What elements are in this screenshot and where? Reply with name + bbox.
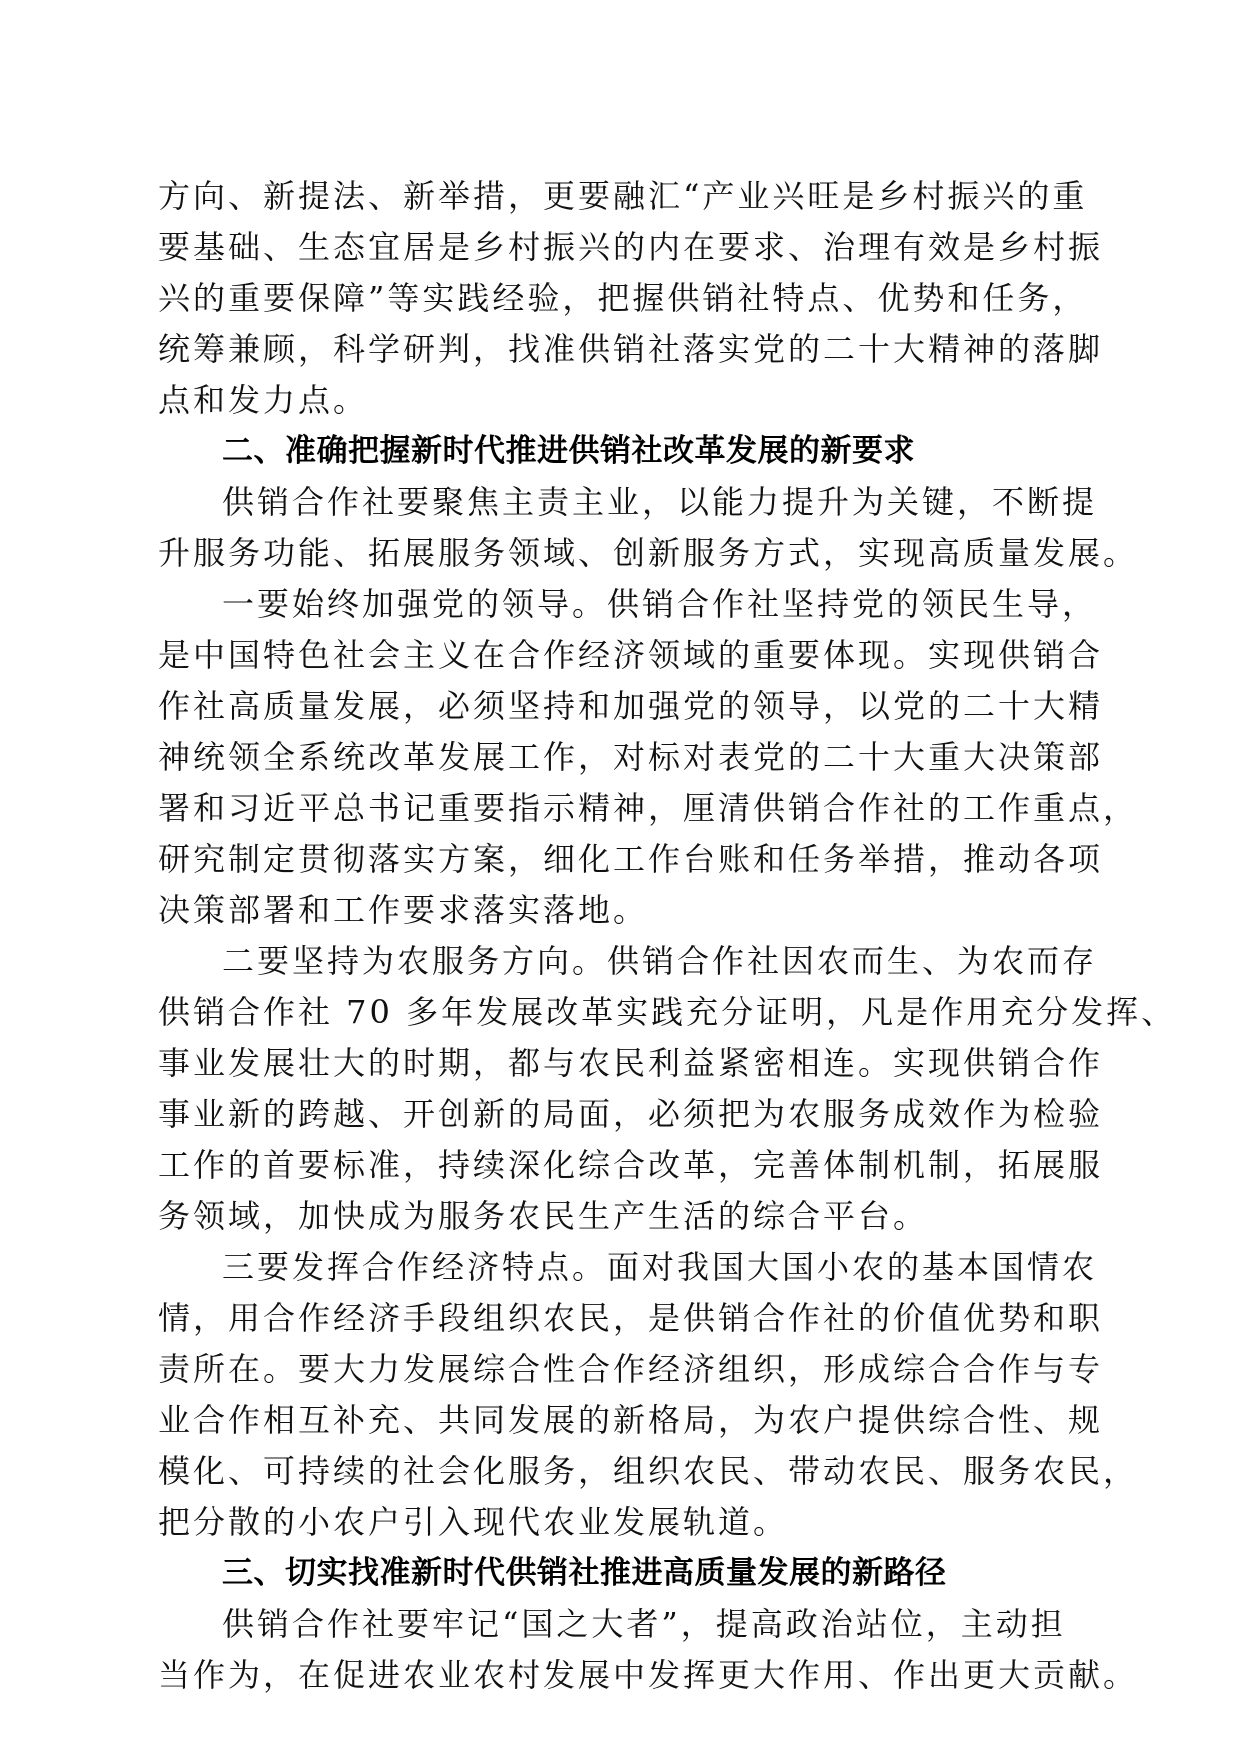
text-line: 模化、可持续的社会化服务，组织农民、带动农民、服务农民， xyxy=(158,1452,1139,1490)
text-line: 升服务功能、拓展服务领域、创新服务方式，实现高质量发展。 xyxy=(158,534,1139,572)
text-line: 兴的重要保障”等实践经验，把握供销社特点、优势和任务， xyxy=(158,279,1088,317)
text-line: 要基础、生态宜居是乡村振兴的内在要求、治理有效是乡村振 xyxy=(158,228,1104,266)
text-line: 业合作相互补充、共同发展的新格局，为农户提供综合性、规 xyxy=(158,1401,1104,1439)
text-line: 统筹兼顾，科学研判，找准供销社落实党的二十大精神的落脚 xyxy=(158,330,1104,368)
text-line: 署和习近平总书记重要指示精神，厘清供销合作社的工作重点， xyxy=(158,789,1139,827)
text-line: 工作的首要标准，持续深化综合改革，完善体制机制，拓展服 xyxy=(158,1146,1104,1184)
text-line: 供销合作社要牢记“国之大者”，提高政治站位，主动担 xyxy=(222,1605,1066,1643)
text-line: 供销合作社 70 多年发展改革实践充分证明，凡是作用充分发挥、 xyxy=(158,993,1177,1031)
text-line: 把分散的小农户引入现代农业发展轨道。 xyxy=(158,1503,789,1541)
text-line: 决策部署和工作要求落实落地。 xyxy=(158,891,649,929)
text-line: 一要始终加强党的领导。供销合作社坚持党的领民生导， xyxy=(222,585,1098,623)
text-line: 作社高质量发展，必须坚持和加强党的领导，以党的二十大精 xyxy=(158,687,1104,725)
text-line: 二要坚持为农服务方向。供销合作社因农而生、为农而存 xyxy=(222,942,1098,980)
text-line: 研究制定贯彻落实方案，细化工作台账和任务举措，推动各项 xyxy=(158,840,1104,878)
text-line: 事业发展壮大的时期，都与农民利益紧密相连。实现供销合作 xyxy=(158,1044,1104,1082)
section-heading-2: 二、准确把握新时代推进供销社改革发展的新要求 xyxy=(222,433,915,469)
text-line: 供销合作社要聚焦主责主业，以能力提升为关键，不断提 xyxy=(222,483,1098,521)
text-line: 情，用合作经济手段组织农民，是供销合作社的价值优势和职 xyxy=(158,1299,1104,1337)
text-line: 神统领全系统改革发展工作，对标对表党的二十大重大决策部 xyxy=(158,738,1104,776)
text-line: 方向、新提法、新举措，更要融汇“产业兴旺是乡村振兴的重 xyxy=(158,177,1088,215)
text-line: 责所在。要大力发展综合性合作经济组织，形成综合合作与专 xyxy=(158,1350,1104,1388)
text-line: 是中国特色社会主义在合作经济领域的重要体现。实现供销合 xyxy=(158,636,1104,674)
text-line: 当作为，在促进农业农村发展中发挥更大作用、作出更大贡献。 xyxy=(158,1656,1139,1694)
text-line: 事业新的跨越、开创新的局面，必须把为农服务成效作为检验 xyxy=(158,1095,1104,1133)
text-line: 三要发挥合作经济特点。面对我国大国小农的基本国情农 xyxy=(222,1248,1098,1286)
section-heading-3: 三、切实找准新时代供销社推进高质量发展的新路径 xyxy=(222,1555,947,1591)
text-line: 点和发力点。 xyxy=(158,381,369,419)
text-line: 务领域，加快成为服务农民生产生活的综合平台。 xyxy=(158,1197,929,1235)
